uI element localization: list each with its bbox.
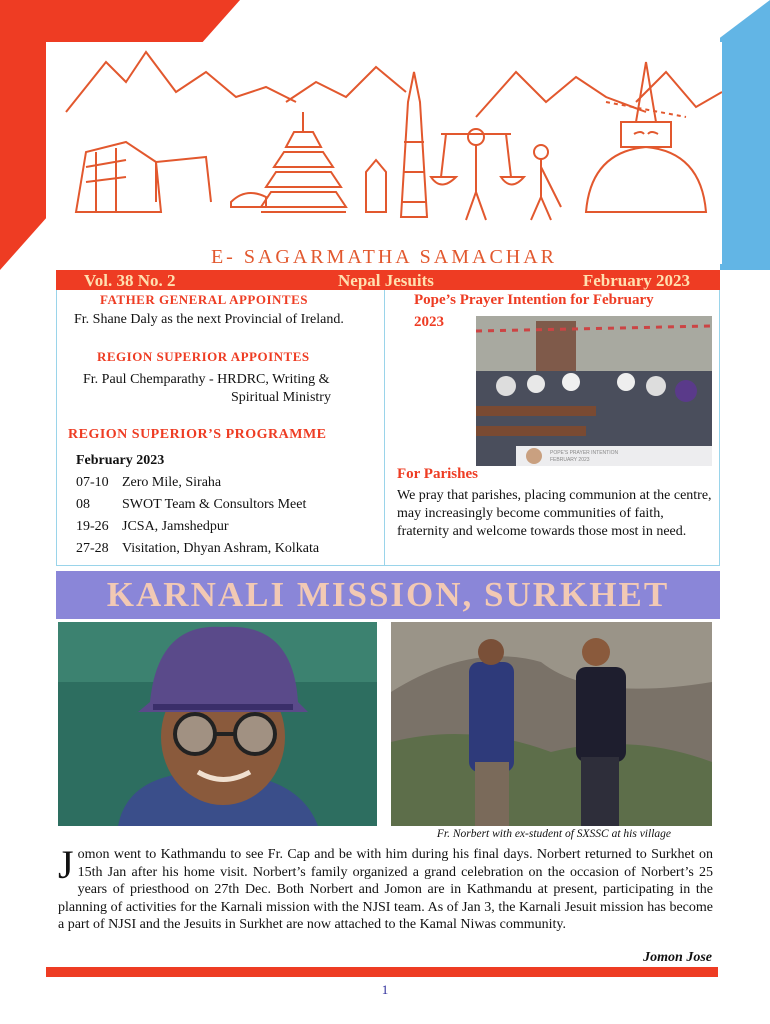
column-divider <box>384 290 385 566</box>
pope-heading-line1: Pope’s Prayer Intention for February <box>414 292 654 308</box>
article-title: KARNALI MISSION, SURKHET <box>106 575 670 614</box>
programme-event: Visitation, Dhyan Ashram, Kolkata <box>122 541 320 556</box>
photo-caption: Fr. Norbert with ex-student of SXSSC at his village <box>436 828 671 840</box>
footer-bar <box>46 967 718 977</box>
article-body-text: omon went to Kathmandu to see Fr. Cap and be with him during his final days. Norbert returned to Surkhet on 15th Jan after his home visit. Norbert’s family organized a grand celebration on the occasion of Norbert’s 25 years of priesthood on 27th Dec. Both Norbert and Jomon are in Kathmandu at present, participating in the planning of activities for the Karnali mission with the NJSI team. As of Jan 3, the Karnali Jesuit mission has become a part of NJSI and the Jesuits in Surkhet are now attached to the Kamal Niwas community. <box>58 847 713 933</box>
article-author: Jomon Jose <box>643 950 712 965</box>
portrait-photo <box>58 622 377 826</box>
masthead-title: E- SAGARMATHA SAMACHAR <box>210 246 558 268</box>
programme-date: 08 <box>76 497 90 512</box>
programme-heading: REGION SUPERIOR’S PROGRAMME <box>68 427 327 442</box>
photo-label: POPE'S PRAYER INTENTION <box>550 450 619 456</box>
church-photo <box>476 316 712 466</box>
article-body <box>58 842 713 934</box>
organization-name: Nepal Jesuits <box>338 271 434 290</box>
programme-date: 19-26 <box>76 519 109 534</box>
volume-number: Vol. 38 No. 2 <box>84 271 176 290</box>
programme-event: SWOT Team & Consultors Meet <box>122 497 307 512</box>
pope-heading-line2: 2023 <box>414 314 444 330</box>
programme-event: JCSA, Jamshedpur <box>122 519 229 534</box>
appointment2-line2: Spiritual Ministry <box>231 390 331 405</box>
photo-label: FEBRUARY 2023 <box>550 457 590 463</box>
programme-month: February 2023 <box>76 453 165 468</box>
appointment2-heading: REGION SUPERIOR APPOINTES <box>97 349 310 364</box>
appointment1-text: Fr. Shane Daly as the next Provincial of Ireland. <box>74 312 344 327</box>
programme-item <box>76 541 319 557</box>
page-number: 1 <box>381 982 389 997</box>
programme-date: 27-28 <box>76 541 109 556</box>
volume-bar <box>56 270 720 290</box>
drop-cap: J <box>58 842 74 887</box>
programme-item <box>76 497 306 513</box>
programme-item <box>76 519 229 535</box>
header-illustration <box>46 42 722 264</box>
programme-date: 07-10 <box>76 475 109 490</box>
appointment2-line1: Fr. Paul Chemparathy - HRDRC, Writing & <box>83 372 330 387</box>
programme-item <box>76 475 221 491</box>
pope-subheading: For Parishes <box>397 466 478 482</box>
programme-event: Zero Mile, Siraha <box>122 475 222 490</box>
outdoor-photo <box>391 622 712 826</box>
corner-decoration-blue <box>720 0 770 270</box>
appointment1-heading: FATHER GENERAL APPOINTES <box>100 292 308 307</box>
issue-date: February 2023 <box>582 271 690 290</box>
pope-intention-text: We pray that parishes, placing communion at the centre, may increasingly become communities of faith, fraternity and welcome towards those most in need. <box>397 488 712 539</box>
